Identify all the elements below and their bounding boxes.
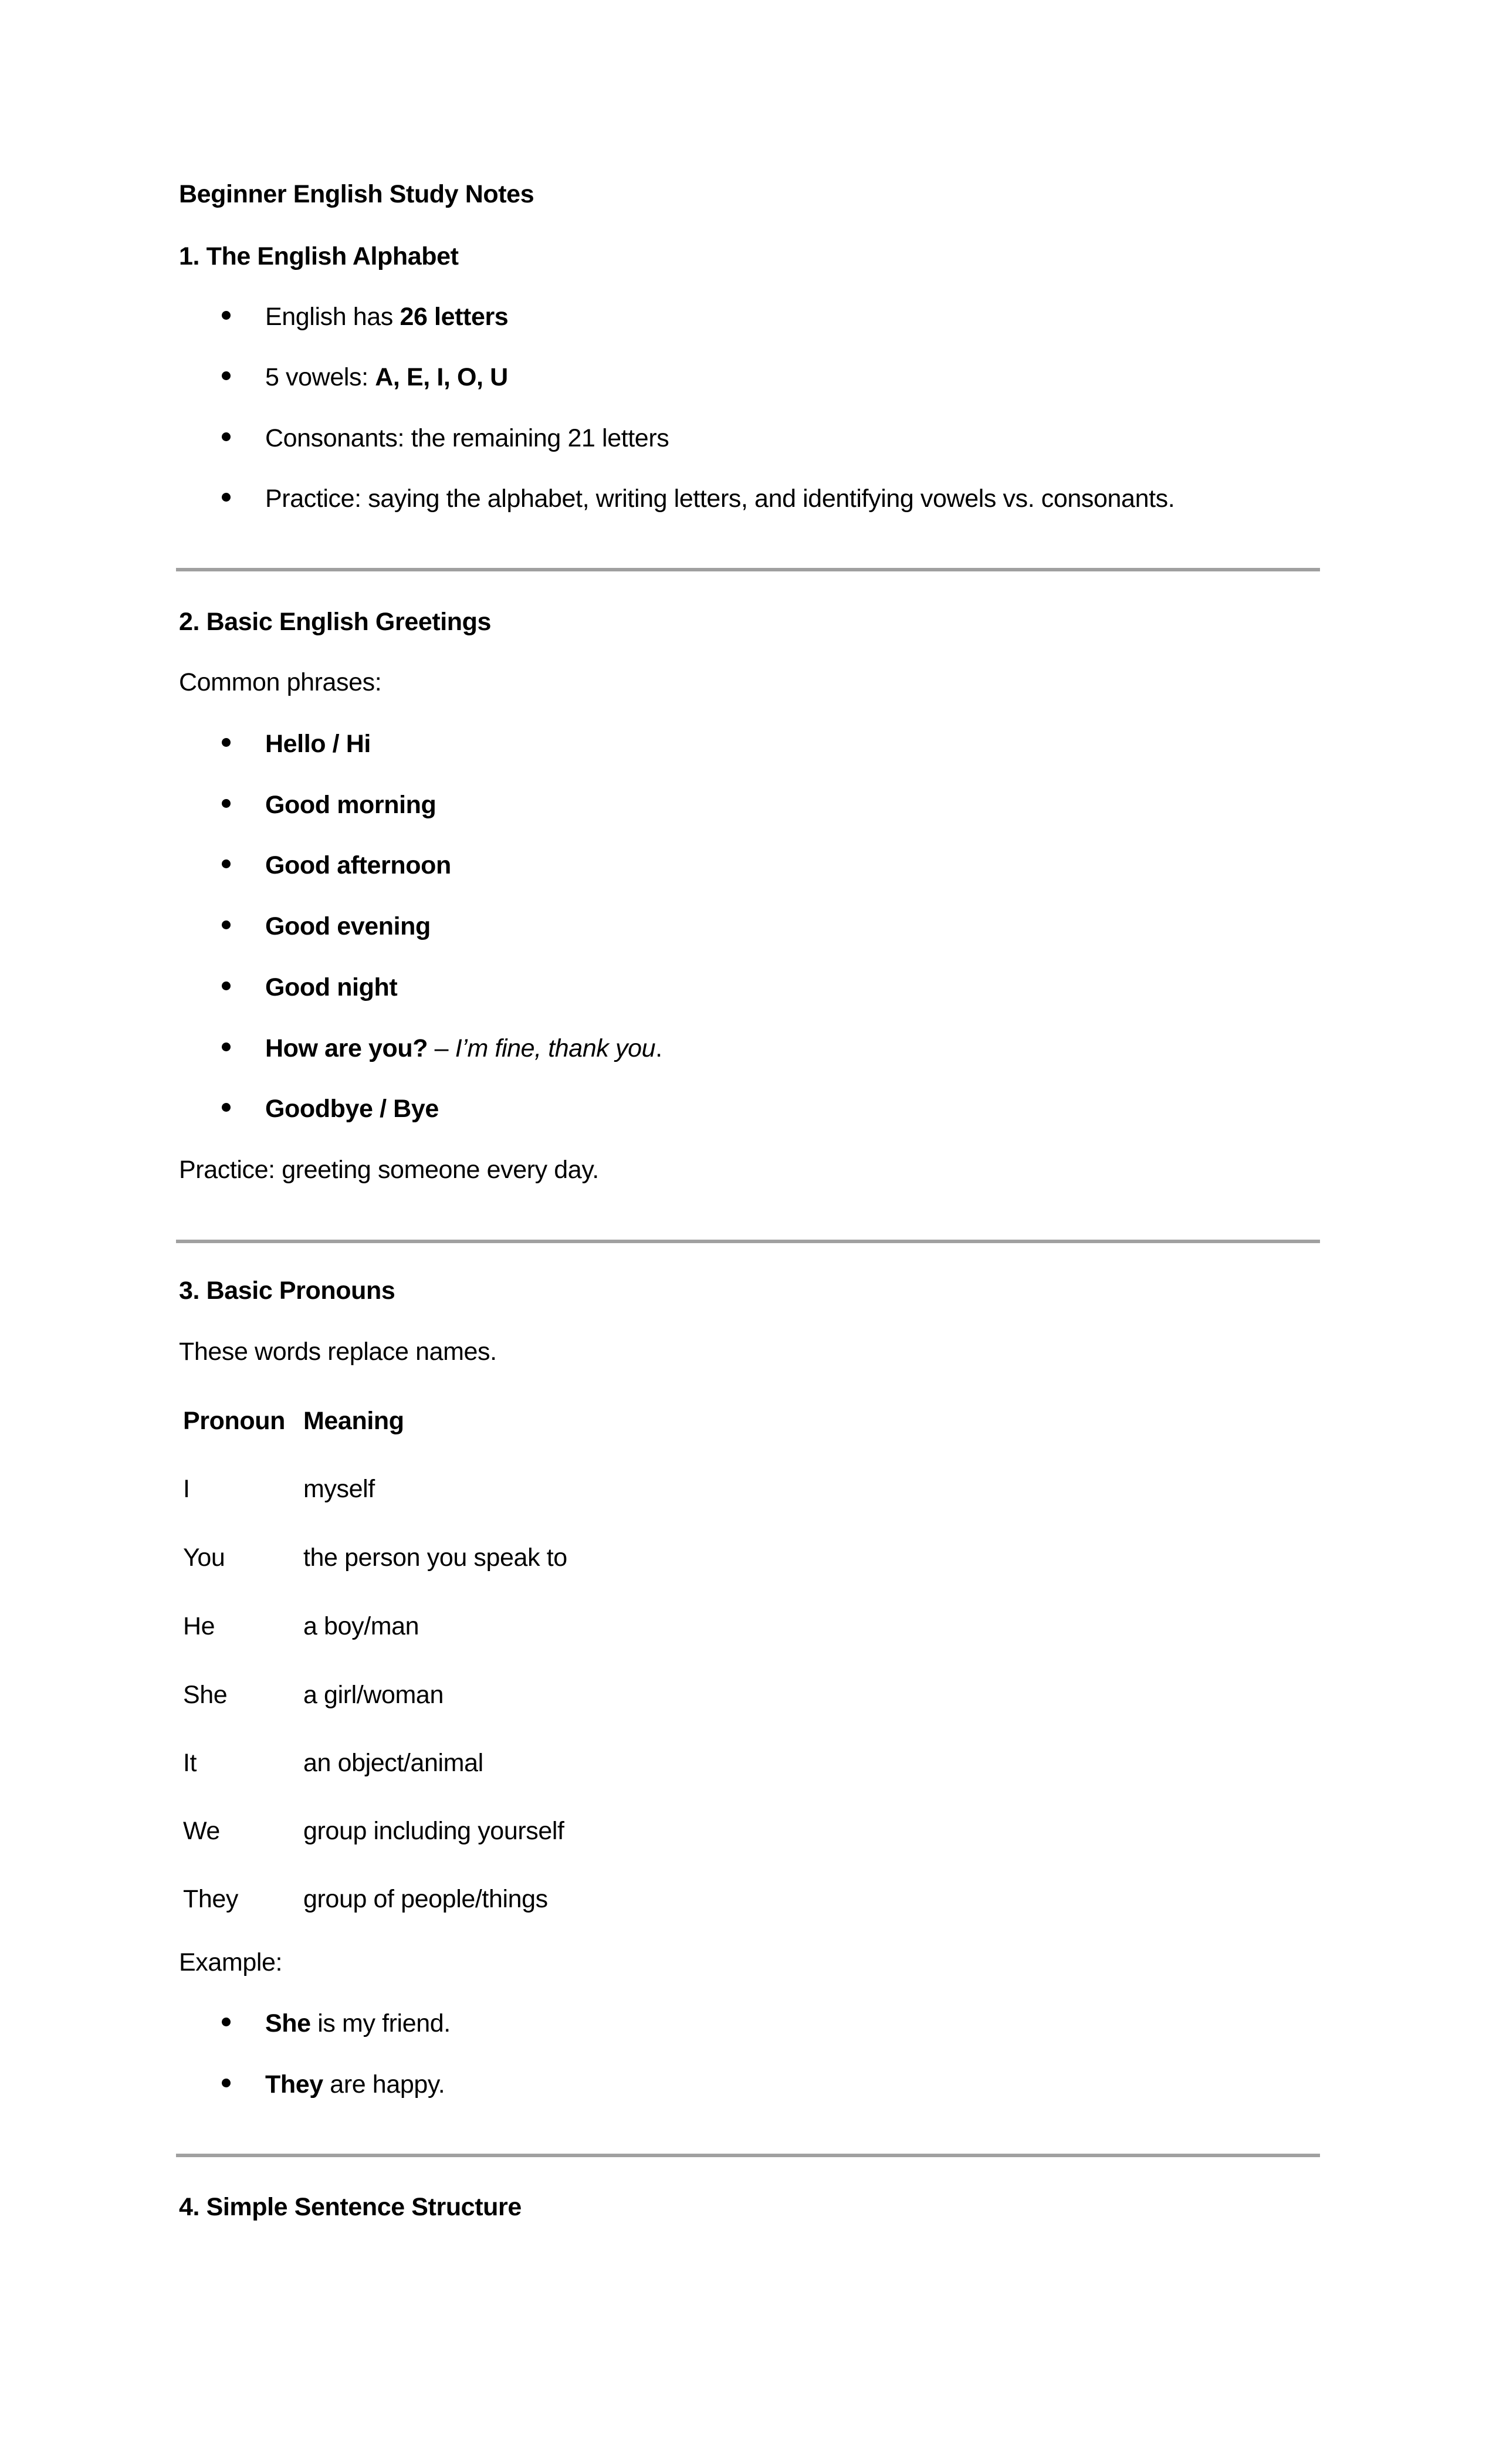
item-italic-text: I’m fine, thank you xyxy=(455,1034,656,1062)
section-outro: Practice: greeting someone every day. xyxy=(179,1156,599,1184)
item-text: Practice: saying the alphabet, writing letters, and identifying vowels vs. consonants. xyxy=(265,485,1175,513)
bullet-icon xyxy=(222,1103,231,1112)
table-cell: She xyxy=(183,1681,228,1709)
item-bold-text: 26 letters xyxy=(400,303,509,331)
bullet-icon xyxy=(222,981,231,990)
bullet-icon xyxy=(222,859,231,868)
table-cell: He xyxy=(183,1612,215,1640)
bullet-icon xyxy=(222,432,231,441)
item-text: are happy. xyxy=(323,2070,445,2099)
table-cell: myself xyxy=(303,1475,375,1503)
table-cell: group of people/things xyxy=(303,1885,548,1913)
bullet-icon xyxy=(222,920,231,929)
horizontal-rule xyxy=(176,2154,1320,2157)
item-text: . xyxy=(655,1034,662,1062)
example-label: Example: xyxy=(179,1948,283,1976)
table-cell: a girl/woman xyxy=(303,1681,444,1709)
document-title: Beginner English Study Notes xyxy=(179,180,534,208)
item-text: is my friend. xyxy=(310,2009,451,2037)
bullet-icon xyxy=(222,1043,231,1051)
horizontal-rule xyxy=(176,1240,1320,1243)
section-heading-alphabet: 1. The English Alphabet xyxy=(179,242,459,270)
table-cell: They xyxy=(183,1885,238,1913)
bullet-icon xyxy=(222,2079,231,2087)
item-bold-text: A, E, I, O, U xyxy=(375,363,508,391)
bullet-icon xyxy=(222,738,231,747)
table-cell: We xyxy=(183,1817,220,1845)
item-bold-text: How are you? xyxy=(265,1034,428,1062)
item-text: English has xyxy=(265,303,400,331)
table-cell: You xyxy=(183,1544,225,1572)
item-bold-text: They xyxy=(265,2070,323,2099)
table-cell: I xyxy=(183,1475,190,1503)
table-header-cell: Pronoun xyxy=(183,1407,285,1435)
bullet-icon xyxy=(222,493,231,502)
item-bold-text: Hello / Hi xyxy=(265,730,371,758)
section-heading-greetings: 2. Basic English Greetings xyxy=(179,608,492,636)
bullet-icon xyxy=(222,371,231,380)
item-text: 5 vowels: xyxy=(265,363,375,391)
item-separator: – xyxy=(428,1034,455,1062)
bullet-icon xyxy=(222,2018,231,2026)
section-intro: These words replace names. xyxy=(179,1338,497,1366)
table-cell: an object/animal xyxy=(303,1749,483,1777)
table-cell: It xyxy=(183,1749,197,1777)
section-heading-pronouns: 3. Basic Pronouns xyxy=(179,1277,395,1305)
table-cell: group including yourself xyxy=(303,1817,564,1845)
section-heading-sentence-structure: 4. Simple Sentence Structure xyxy=(179,2193,522,2221)
bullet-icon xyxy=(222,799,231,808)
item-bold-text: She xyxy=(265,2009,311,2037)
item-text: Consonants: the remaining 21 letters xyxy=(265,424,669,452)
item-bold-text: Good afternoon xyxy=(265,851,451,879)
table-header-cell: Meaning xyxy=(303,1407,404,1435)
item-bold-text: Good evening xyxy=(265,912,431,940)
section-intro: Common phrases: xyxy=(179,668,382,696)
item-bold-text: Good morning xyxy=(265,791,436,819)
horizontal-rule xyxy=(176,568,1320,571)
item-bold-text: Goodbye / Bye xyxy=(265,1095,439,1123)
table-cell: a boy/man xyxy=(303,1612,419,1640)
item-bold-text: Good night xyxy=(265,973,398,1001)
bullet-icon xyxy=(222,311,231,320)
table-cell: the person you speak to xyxy=(303,1544,567,1572)
